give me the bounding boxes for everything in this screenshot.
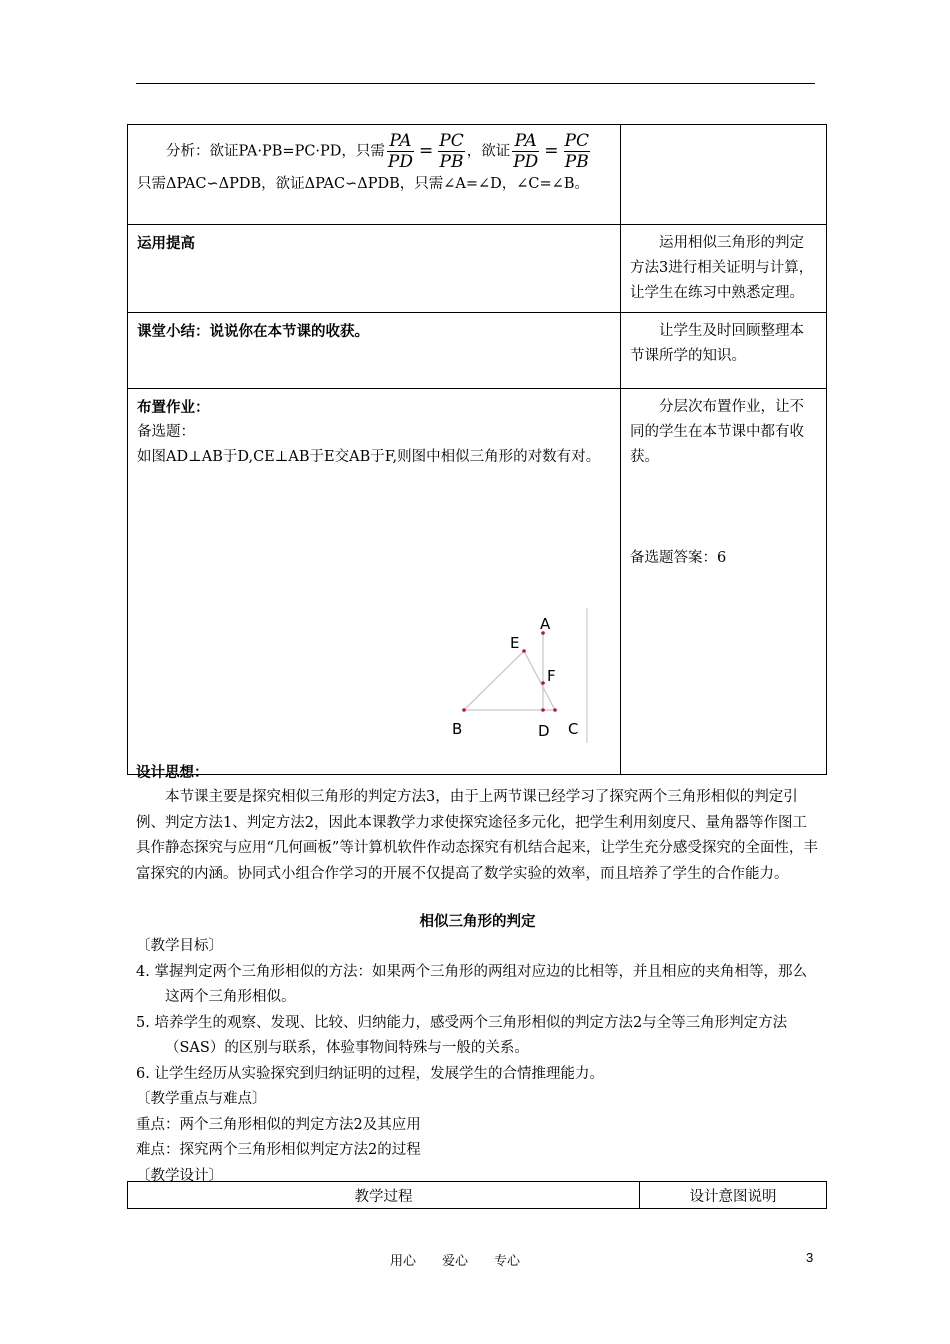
label-c: C: [568, 720, 579, 738]
fraction-pc-pb-2: $\frac{PC}{PB}$: [564, 131, 589, 172]
homework-subtitle: 备选题：: [137, 424, 195, 440]
homework-question: 如图AD⊥AB于D,CE⊥AB于E交AB于F,则图中相似三角形的对数有对。: [137, 449, 601, 465]
apply-heading: 运用提高: [128, 225, 621, 313]
key-heading: 〔教学重点与难点〕: [136, 1091, 267, 1107]
apply-row: [128, 225, 827, 313]
col-process: 教学过程: [128, 1182, 640, 1209]
lesson-table: [127, 124, 827, 775]
label-e: E: [510, 634, 520, 652]
equals-sign-2: =: [544, 141, 559, 161]
design-title: 设计思想：: [136, 764, 209, 781]
difficulty-point: 难点：探究两个三角形相似判定方法2的过程: [136, 1142, 421, 1158]
apply-note: 运用相似三角形的判定方法3进行相关证明与计算，让学生在练习中熟悉定理。: [621, 225, 827, 313]
lesson-goals: [136, 934, 819, 1189]
geometry-figure: [137, 598, 611, 768]
design-heading: 〔教学设计〕: [136, 1167, 223, 1184]
col-intent: 设计意图说明: [640, 1182, 827, 1209]
analysis-prefix: 分析：欲证PA·PB=PC·PD，只需: [166, 143, 385, 160]
homework-title: 布置作业：: [137, 399, 210, 416]
fraction-pc-pb: $\frac{PC}{PB}$: [439, 131, 464, 172]
point-e: [522, 649, 526, 653]
key-point: 重点：两个三角形相似的判定方法2及其应用: [136, 1116, 421, 1133]
analysis-row: [128, 125, 827, 225]
page-number: 3: [806, 1250, 814, 1265]
summary-note: 让学生及时回顾整理本节课所学的知识。: [621, 313, 827, 389]
footer-motto: 用心 爱心 专心: [390, 1254, 521, 1269]
homework-cell: [128, 389, 621, 775]
homework-note-cell: [621, 389, 827, 775]
equals-sign: =: [419, 141, 434, 161]
goal-item: 5. 培养学生的观察、发现、比较、归纳能力，感受两个三角形相似的判定方法2与全等三角形判定方法（SAS）的区别与联系，体验事物间特殊与一般的关系。: [136, 1014, 788, 1056]
label-b: B: [452, 720, 463, 738]
goal-item: 6. 让学生经历从实验探究到归纳证明的过程，发展学生的合情推理能力。: [136, 1065, 604, 1082]
segment-be: [464, 651, 524, 710]
triangle-diagram: [442, 608, 602, 748]
summary-heading: 课堂小结：说说你在本节课的收获。: [128, 313, 621, 389]
point-f: [541, 681, 545, 685]
homework-answer: 备选题答案：6: [630, 550, 727, 566]
label-d: D: [538, 722, 550, 740]
point-d: [541, 708, 545, 712]
analysis-note-cell: [621, 125, 827, 225]
point-b: [462, 708, 466, 712]
design-body: 本节课主要是探究相似三角形的判定方法3，由于上两节课已经学习了探究两个三角形相似的判定引例、判定方法1、判定方法2，因此本课教学力求使探究途径多元化，把学生利用刻度尺、量角器等作图工具作静态探究与应用“几何画板”等计算机软件作动态探究有机结合起来，让学生充分感受探究的全面性，丰富探究的内涵。协同式小组合作学习的开展不仅提高了数学实验的效率，而且培养了学生的合作能力。: [136, 789, 818, 882]
header-rule: [136, 83, 815, 84]
fraction-pa-pd: $\frac{PA}{PD}$: [387, 131, 413, 172]
process-table-header: [127, 1181, 827, 1209]
point-c: [553, 708, 557, 712]
lesson-title: 相似三角形的判定: [419, 913, 536, 930]
fraction-pa-pd-2: $\frac{PA}{PD}$: [513, 131, 539, 172]
analysis-line2: 只需ΔPAC∽ΔPDB，欲证ΔPAC∽ΔPDB，只需∠A=∠D，∠C=∠B。: [137, 176, 589, 192]
label-f: F: [547, 667, 556, 685]
homework-row: [128, 389, 827, 775]
goals-heading: 〔教学目标〕: [136, 938, 223, 954]
analysis-middle: ，欲证: [466, 143, 511, 160]
homework-note: 分层次布置作业，让不同的学生在本节课中都有收获。: [630, 399, 804, 465]
label-a: A: [540, 615, 551, 633]
goal-item: 4. 掌握判定两个三角形相似的方法：如果两个三角形的两组对应边的比相等，并且相应的夹角相等，那么这两个三角形相似。: [136, 963, 807, 1005]
analysis-cell: [128, 125, 621, 225]
summary-row: [128, 313, 827, 389]
